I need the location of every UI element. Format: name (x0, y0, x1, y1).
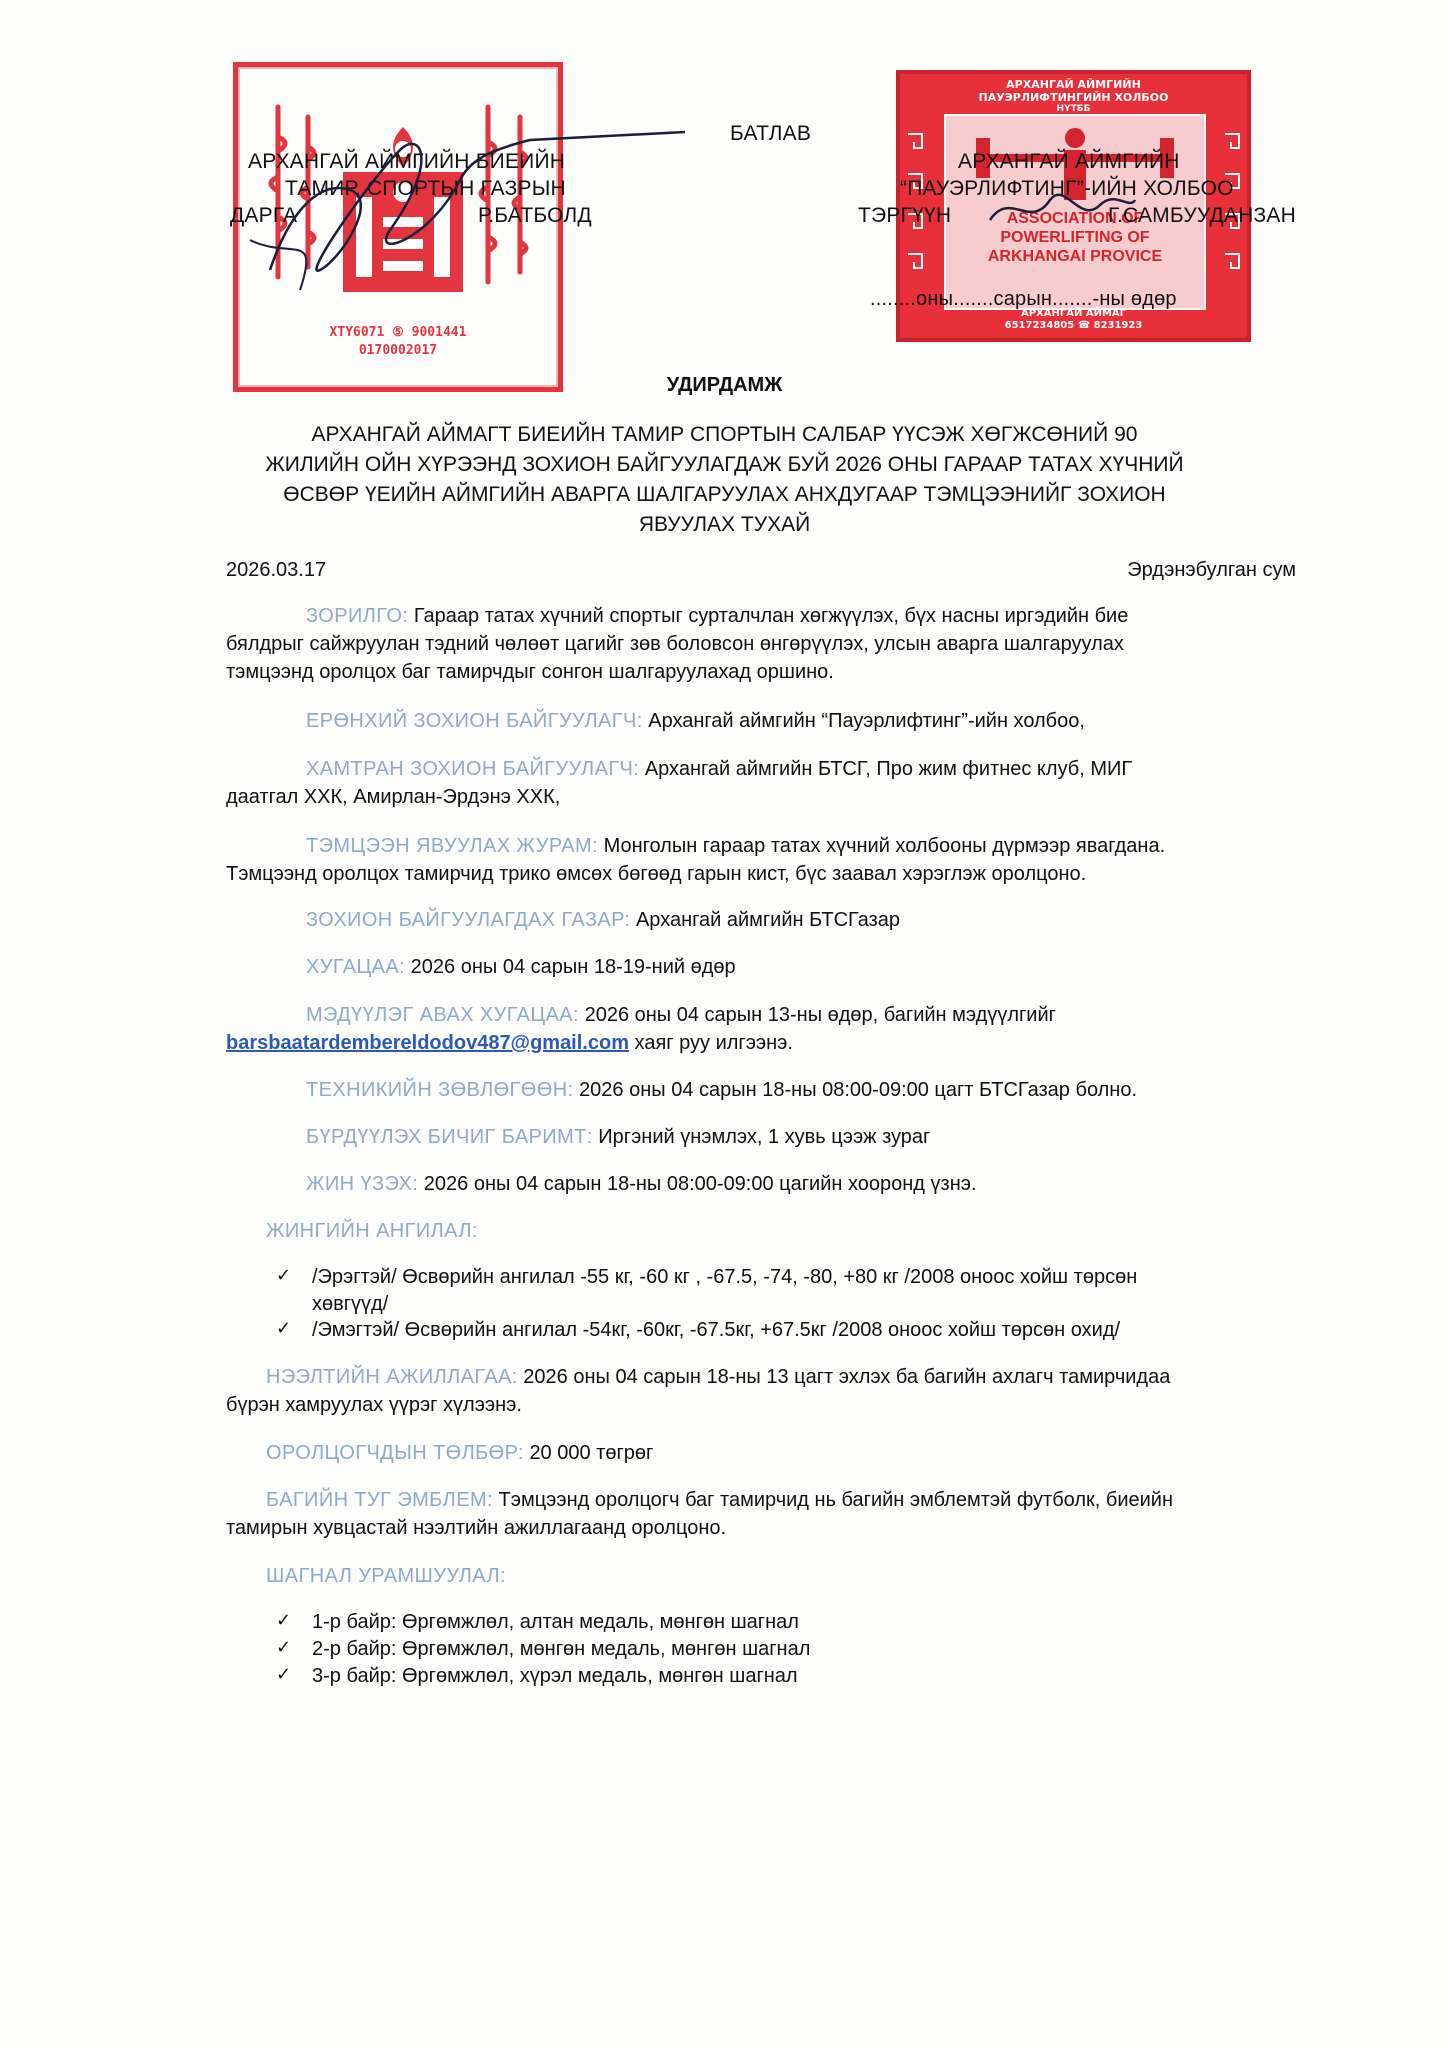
opening-text-1: 2026 оны 04 сарын 18-ны 13 цагт эхлэх ба багийн ахлагч тамирчидаа (523, 1366, 1171, 1388)
fee-paragraph (226, 1440, 1296, 1466)
co-organizer-text-1: Архангай аймгийн БТСГ, Про жим фитнес клуб, МИГ (644, 758, 1133, 780)
approve-label: БАТЛАВ (730, 122, 812, 145)
check-icon: ✓ (276, 1664, 292, 1685)
organizer-paragraph (226, 708, 1296, 734)
subtitle-line-3: ӨСВӨР ҮЕИЙН АЙМГИЙН АВАРГА ШАЛГАРУУЛАХ АНХДУГААР ТЭМЦЭЭНИЙГ ЗОХИОН (283, 483, 1166, 506)
right-stamp-bottom-2: 6517234805 ☎ 8231923 (1004, 320, 1143, 331)
time-paragraph (226, 954, 1296, 980)
fee-label: ОРОЛЦОГЧДЫН ТӨЛБӨР: (266, 1442, 524, 1464)
documents-label: БҮРДҮҮЛЭХ БИЧИГ БАРИМТ: (306, 1126, 593, 1148)
organizer-text: Архангай аймгийн “Пауэрлифтинг”-ийн холбоо, (648, 710, 1085, 732)
opening-text-2: бүрэн хамруулах үүрэг хүлээнэ. (226, 1394, 522, 1416)
goal-text-3: тэмцээнд оролцох баг тамирчдыг сонгон шалгаруулахад оршино. (226, 661, 834, 683)
technical-paragraph (226, 1077, 1296, 1103)
procedure-paragraph (226, 833, 1296, 859)
goal-paragraph (226, 603, 1296, 629)
right-approval-name: Г.САМБУУДАНЗАН (1108, 204, 1296, 227)
documents-paragraph (226, 1124, 1296, 1150)
left-stamp-code-2: 0170002017 (358, 343, 438, 358)
time-label: ХУГАЦАА: (306, 956, 406, 978)
venue-label: ЗОХИОН БАЙГУУЛАГДАХ ГАЗАР: (306, 909, 631, 931)
right-stamp-inner-1: ASSOCIATION OF (1006, 210, 1144, 227)
co-organizer-label: ХАМТРАН ЗОХИОН БАЙГУУЛАГЧ: (306, 758, 640, 780)
left-approval-line-2: ТАМИР, СПОРТЫН ГАЗРЫН (285, 177, 566, 200)
award-item-1: 1-р байр: Өргөмжлөл, алтан медаль, мөнгөн шагнал (312, 1611, 799, 1633)
weight-classes-label: ЖИНГИЙН АНГИЛАЛ: (266, 1220, 478, 1242)
check-icon: ✓ (276, 1318, 292, 1339)
emblem-text-1: Тэмцээнд оролцогч баг тамирчид нь багийн эмблемтэй футболк, биеийн (498, 1489, 1174, 1511)
right-stamp-inner-2: POWERLIFTING OF (1000, 229, 1150, 246)
registration-text-2: хаяг руу илгээнэ. (634, 1032, 793, 1054)
weight-classes-heading (266, 1218, 1336, 1244)
document-title: УДИРДАМЖ (666, 374, 783, 396)
right-stamp-top-3: НҮТББ (1056, 104, 1091, 114)
right-approval-line-1: АРХАНГАЙ АЙМГИЙН (958, 150, 1180, 173)
weigh-in-text: 2026 оны 04 сарын 18-ны 08:00-09:00 цагийн хооронд үзнэ. (423, 1173, 977, 1195)
document-date: 2026.03.17 (226, 559, 327, 581)
award-item-2: 2-р байр: Өргөмжлөл, мөнгөн медаль, мөнгөн шагнал (312, 1638, 811, 1660)
check-icon: ✓ (276, 1637, 292, 1658)
goal-text-1: Гараар татах хүчний спортыг сурталчлан хөгжүүлэх, бүх насны иргэдийн бие (413, 605, 1129, 627)
left-approval-name: Р.БАТБОЛД (478, 204, 592, 227)
venue-text: Архангай аймгийн БТСГазар (635, 909, 901, 931)
emblem-text-2: тамирын хувцастай нээлтийн ажиллагаанд оролцоно. (226, 1517, 727, 1539)
left-approval-role: ДАРГА (230, 204, 298, 227)
registration-label: МЭДҮҮЛЭГ АВАХ ХУГАЦАА: (306, 1004, 580, 1026)
registration-email-link[interactable]: barsbaatardembereldodov487@gmail.com (226, 1032, 629, 1054)
subtitle-line-1: АРХАНГАЙ АЙМАГТ БИЕИЙН ТАМИР СПОРТЫН САЛБАР ҮҮСЭЖ ХӨГЖСӨНИЙ 90 (311, 423, 1138, 446)
venue-paragraph (226, 907, 1296, 933)
procedure-label: ТЭМЦЭЭН ЯВУУЛАХ ЖУРАМ: (306, 835, 598, 857)
right-approval-role: ТЭРГҮҮН (858, 204, 952, 227)
goal-label: ЗОРИЛГО: (306, 605, 409, 627)
weight-class-female-line-1: /Эмэгтэй/ Өсвөрийн ангилал -54кг, -60кг, -67.5кг, +67.5кг /2008 оноос хойш төрсөн охид/ (312, 1319, 1121, 1341)
award-item-3: 3-р байр: Өргөмжлөл, хүрэл медаль, мөнгөн шагнал (312, 1665, 798, 1687)
check-icon: ✓ (276, 1265, 292, 1286)
registration-line-2 (226, 1030, 1296, 1056)
subtitle-line-4: ЯВУУЛАХ ТУХАЙ (638, 513, 811, 536)
check-icon: ✓ (276, 1610, 292, 1631)
subtitle-line-2: ЖИЛИЙН ОЙН ХҮРЭЭНД ЗОХИОН БАЙГУУЛАГДАЖ БУЙ 2026 ОНЫ ГАРААР ТАТАХ ХҮЧНИЙ (265, 453, 1184, 476)
procedure-text-2: Тэмцээнд оролцох тамирчид трико өмсөх бөгөөд гарын кист, бүс заавал хэрэглэж оролцоно. (226, 863, 1087, 885)
documents-text: Иргэний үнэмлэх, 1 хувь цээж зураг (598, 1126, 931, 1148)
weigh-in-label: ЖИН ҮЗЭХ: (306, 1173, 419, 1195)
goal-text-2: бялдрыг сайжруулан тэдний чөлөөт цагийг зөв боловсон өнгөрүүлэх, улсын аварга шалгаруулах (226, 633, 1124, 655)
co-organizer-text-2: даатгал ХХК, Амирлан-Эрдэнэ ХХК, (226, 786, 561, 808)
right-approval-date-line: ........оны.......сарын.......-ны өдөр (870, 288, 1177, 310)
registration-paragraph (226, 1002, 1296, 1028)
procedure-text-1: Монголын гараар татах хүчний холбооны дүрмээр явагдана. (603, 835, 1166, 857)
registration-text-1: 2026 оны 04 сарын 13-ны өдөр, багийн мэдүүлгийг (584, 1004, 1056, 1026)
emblem-paragraph (226, 1487, 1296, 1513)
left-stamp-code-1: ХТҮ6071 ⑤ 9001441 (329, 325, 467, 340)
co-organizer-paragraph (226, 756, 1296, 782)
right-stamp-bottom-1: АРХАНГАЙ АЙМАГ (1020, 308, 1127, 319)
time-text: 2026 оны 04 сарын 18-19-ний өдөр (410, 956, 736, 978)
emblem-label: БАГИЙН ТУГ ЭМБЛЕМ: (266, 1489, 493, 1511)
right-stamp-inner-3: ARKHANGAI PROVICE (987, 248, 1163, 265)
weight-class-male-line-2: хөвгүүд/ (312, 1293, 389, 1315)
fee-text: 20 000 төгрөг (529, 1442, 654, 1464)
weight-class-male-line-1: /Эрэгтэй/ Өсвөрийн ангилал -55 кг, -60 кг , -67.5, -74, -80, +80 кг /2008 оноос хойш төрсөн (312, 1266, 1138, 1288)
left-approval-line-1: АРХАНГАЙ АЙМГИЙН БИЕИЙН (248, 150, 566, 173)
right-approval-line-2: “ПАУЭРЛИФТИНГ”-ИЙН ХОЛБОО (900, 177, 1234, 200)
organizer-label: ЕРӨНХИЙ ЗОХИОН БАЙГУУЛАГЧ: (306, 710, 643, 732)
opening-paragraph (226, 1364, 1296, 1390)
technical-text: 2026 оны 04 сарын 18-ны 08:00-09:00 цагт БТСГазар болно. (579, 1079, 1138, 1101)
weigh-in-paragraph (226, 1171, 1296, 1197)
awards-heading (266, 1563, 1336, 1589)
right-stamp-top-1: АРХАНГАЙ АЙМГИЙН (1006, 78, 1141, 91)
technical-label: ТЕХНИКИЙН ЗӨВЛӨГӨӨН: (306, 1079, 574, 1101)
opening-label: НЭЭЛТИЙН АЖИЛЛАГАА: (266, 1366, 518, 1388)
right-stamp-top-2: ПАУЭРЛИФТИНГИЙН ХОЛБОО (978, 91, 1169, 104)
document-place: Эрдэнэбулган сум (1127, 559, 1296, 581)
awards-label: ШАГНАЛ УРАМШУУЛАЛ: (266, 1565, 506, 1587)
